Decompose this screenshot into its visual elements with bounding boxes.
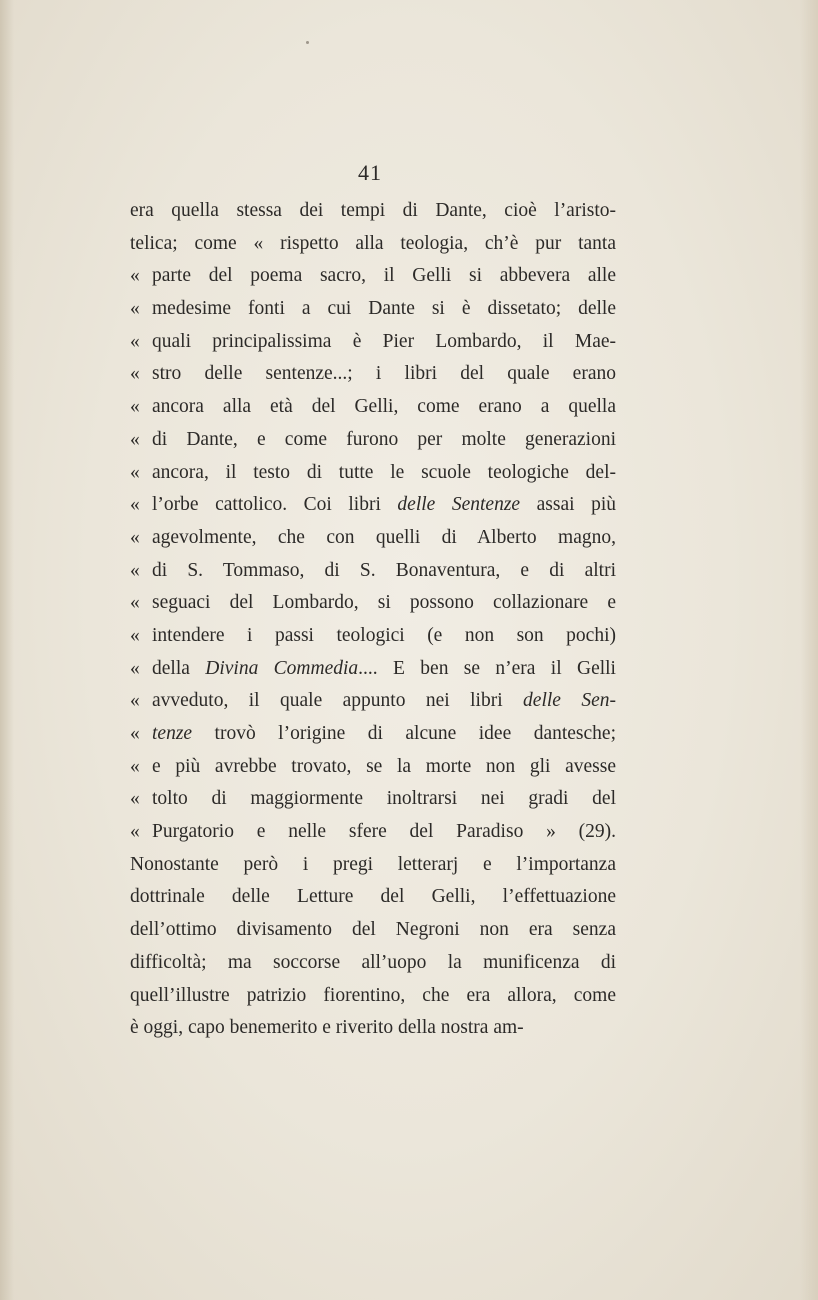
line-text: quali principalissima è Pier Lombardo, il Mae- bbox=[152, 330, 616, 352]
text-line bbox=[130, 816, 616, 849]
line-text: Purgatorio e nelle sfere del Paradiso » (29). bbox=[152, 821, 616, 843]
body-text bbox=[130, 195, 616, 1045]
text-line bbox=[130, 424, 616, 457]
text-line bbox=[130, 260, 616, 293]
line-text: della bbox=[152, 657, 206, 679]
line-text: intendere i passi teologici (e non son pochi) bbox=[152, 624, 616, 646]
text-line bbox=[130, 947, 616, 980]
quote-mark: « bbox=[130, 788, 140, 810]
text-line bbox=[130, 653, 616, 686]
line-text: ancora, il testo di tutte le scuole teologiche del- bbox=[152, 461, 616, 483]
quote-mark: « bbox=[130, 428, 140, 450]
text-line bbox=[130, 326, 616, 359]
quote-mark: « bbox=[130, 755, 140, 777]
line-text: avveduto, il quale appunto nei libri bbox=[152, 690, 524, 712]
text-line bbox=[130, 718, 616, 751]
text-line bbox=[130, 783, 616, 816]
line-text: l’orbe cattolico. Coi libri bbox=[152, 494, 398, 516]
italic-text: tenze bbox=[152, 723, 193, 744]
text-line bbox=[130, 293, 616, 326]
text-line bbox=[130, 195, 616, 228]
line-text: trovò l’origine di alcune idee dantesche; bbox=[192, 723, 616, 744]
text-line bbox=[130, 228, 616, 261]
text-line bbox=[130, 489, 616, 522]
line-text: è oggi, capo benemerito e riverito della nostra am- bbox=[130, 1017, 524, 1039]
quote-mark: « bbox=[130, 657, 140, 679]
line-text: Nonostante però i pregi letterarj e l’importanza bbox=[130, 853, 616, 875]
line-text: seguaci del Lombardo, si possono collazionare e bbox=[152, 592, 616, 614]
page-number: 41 bbox=[358, 160, 382, 185]
text-line bbox=[130, 358, 616, 391]
text-line bbox=[130, 751, 616, 784]
line-text: quell’illustre patrizio fiorentino, che era allora, come bbox=[130, 984, 616, 1006]
quote-mark: « bbox=[130, 330, 140, 352]
line-text: .... E ben se n’era il Gelli bbox=[358, 657, 616, 679]
quote-mark: « bbox=[130, 821, 140, 843]
page-left-edge bbox=[0, 0, 14, 1300]
ink-speck bbox=[306, 41, 309, 44]
line-text: agevolmente, che con quelli di Alberto magno, bbox=[152, 526, 616, 548]
text-line bbox=[130, 555, 616, 588]
quote-mark: « bbox=[130, 690, 140, 712]
text-line bbox=[130, 522, 616, 555]
text-line bbox=[130, 914, 616, 947]
line-text: e più avrebbe trovato, se la morte non gli avesse bbox=[152, 755, 616, 777]
page-right-edge bbox=[800, 0, 818, 1300]
quote-mark: « bbox=[130, 396, 140, 418]
line-text: parte del poema sacro, il Gelli si abbevera alle bbox=[152, 265, 616, 287]
text-line bbox=[130, 1012, 616, 1045]
quote-mark: « bbox=[130, 461, 140, 483]
quote-mark: « bbox=[130, 298, 140, 320]
text-line bbox=[130, 685, 616, 718]
italic-text: Divina Commedia bbox=[205, 657, 359, 679]
text-line bbox=[130, 881, 616, 914]
text-line bbox=[130, 980, 616, 1013]
text-line bbox=[130, 849, 616, 882]
line-text: dottrinale delle Letture del Gelli, l’effettuazione bbox=[130, 886, 616, 908]
line-text: tolto di maggiormente inoltrarsi nei gradi del bbox=[152, 788, 616, 810]
quote-mark: « bbox=[130, 592, 140, 614]
quote-mark: « bbox=[130, 723, 140, 744]
quote-mark: « bbox=[130, 526, 140, 548]
text-line bbox=[130, 620, 616, 653]
text-line bbox=[130, 391, 616, 424]
italic-text: delle Sentenze bbox=[397, 494, 521, 516]
quote-mark: « bbox=[130, 363, 140, 385]
line-text: telica; come « rispetto alla teologia, ch’è pur tanta bbox=[130, 232, 616, 254]
quote-mark: « bbox=[130, 559, 140, 581]
quote-mark: « bbox=[130, 265, 140, 287]
line-text: di Dante, e come furono per molte generazioni bbox=[152, 428, 616, 450]
text-line bbox=[130, 587, 616, 620]
quote-mark: « bbox=[130, 494, 140, 516]
line-text: era quella stessa dei tempi di Dante, cioè l’aristo- bbox=[130, 200, 616, 221]
text-line bbox=[130, 457, 616, 490]
line-text: assai più bbox=[520, 494, 616, 516]
italic-text: delle Sen- bbox=[523, 690, 616, 712]
line-text: dell’ottimo divisamento del Negroni non era senza bbox=[130, 919, 616, 941]
quote-mark: « bbox=[130, 624, 140, 646]
line-text: difficoltà; ma soccorse all’uopo la munificenza di bbox=[130, 951, 616, 973]
line-text: di S. Tommaso, di S. Bonaventura, e di altri bbox=[152, 559, 616, 581]
line-text: medesime fonti a cui Dante si è dissetato; delle bbox=[152, 298, 616, 320]
line-text: stro delle sentenze...; i libri del quale erano bbox=[152, 363, 616, 385]
line-text: ancora alla età del Gelli, come erano a quella bbox=[152, 396, 616, 418]
